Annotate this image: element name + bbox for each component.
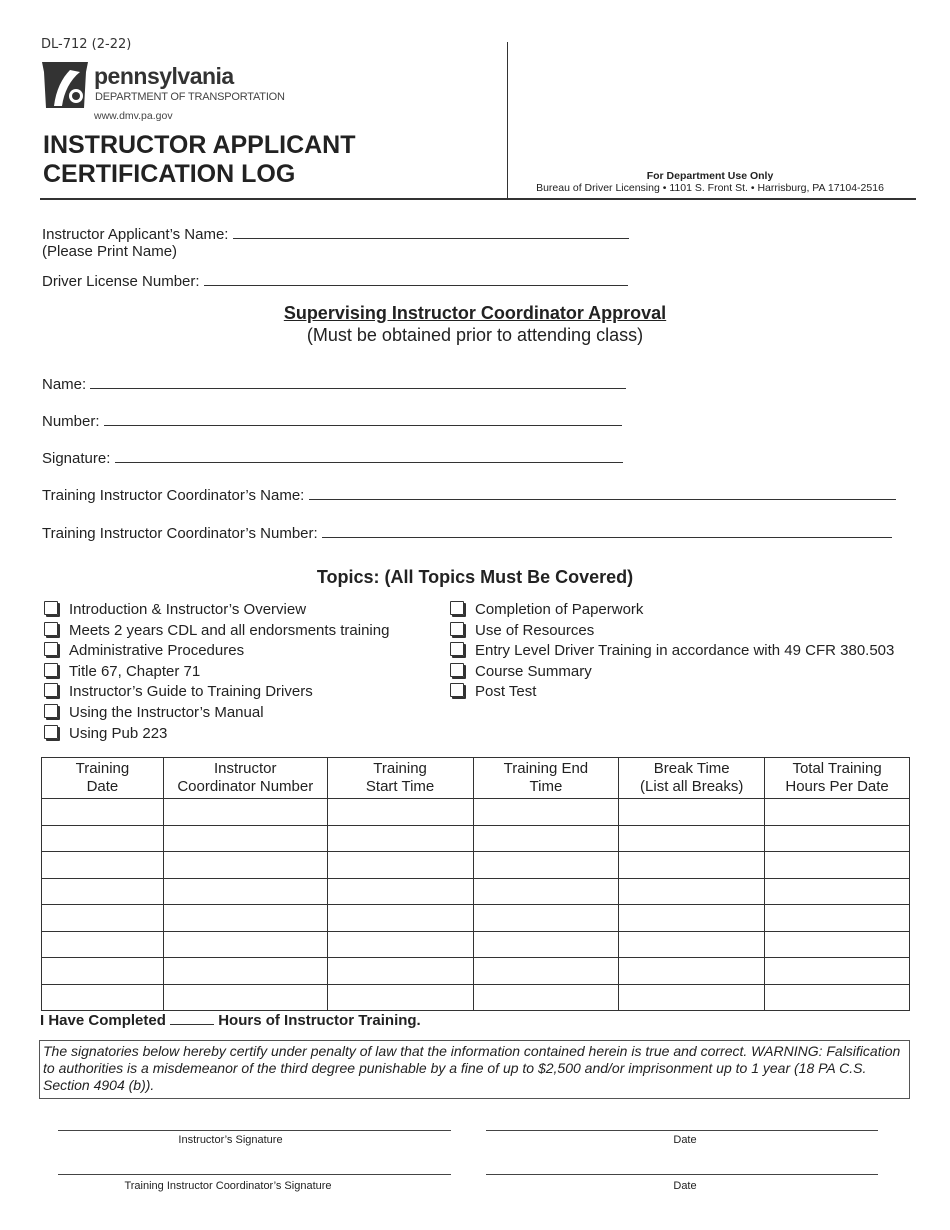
table-cell[interactable] [619,878,765,905]
supervisor-number-label: Number: [42,413,100,430]
date-label-1: Date [673,1134,697,1146]
supervisor-number-field[interactable] [42,411,622,430]
col-end-time: Training End Time [473,758,619,799]
supervisor-name-line[interactable] [90,374,626,389]
topic-checkbox[interactable]: Use of Resources [450,622,594,639]
table-cell[interactable] [619,905,765,932]
table-cell[interactable] [473,852,619,879]
table-cell[interactable] [42,878,164,905]
table-cell[interactable] [765,852,910,879]
checkbox-icon[interactable] [450,683,464,697]
table-cell[interactable] [327,852,473,879]
table-cell[interactable] [765,825,910,852]
checkbox-icon[interactable] [44,642,58,656]
checkbox-icon[interactable] [44,663,58,677]
applicant-name-hint: (Please Print Name) [42,243,178,260]
col-training-date: Training Date [42,758,164,799]
table-cell[interactable] [163,984,327,1011]
tic-signature-label: Training Instructor Coordinator’s Signature [124,1180,332,1192]
table-cell[interactable] [42,799,164,826]
table-cell[interactable] [42,958,164,985]
col-total-hours: Total Training Hours Per Date [765,758,910,799]
certification-warning: The signatories below hereby certify under penalty of law that the information contained herein is true and correct. WARNING: Falsification to authorities is a misdemeanor of the third degree punishable by a fine of up to $2,500 and/or imprisonment up to 1 year (18 PA C.S. Section 4904 (b)). [39,1040,910,1099]
tic-name-field[interactable] [42,485,896,504]
logo-department: DEPARTMENT OF TRANSPORTATION [95,91,285,103]
form-code: DL-712 (2-22) [41,37,132,52]
header-divider-horizontal [40,198,916,200]
tic-number-label: Training Instructor Coordinator’s Number: [42,525,318,542]
approval-heading: Supervising Instructor Coordinator Approval [283,303,667,323]
topic-checkbox[interactable]: Using Pub 223 [44,725,167,742]
table-cell[interactable] [619,984,765,1011]
completed-hours-statement: I Have Completed Hours of Instructor Training. [40,1012,421,1029]
topic-checkbox[interactable]: Post Test [450,683,536,700]
applicant-name-line[interactable] [233,224,629,239]
date-label-2: Date [673,1180,697,1192]
table-cell[interactable] [327,799,473,826]
instructor-signature-line[interactable] [58,1130,451,1131]
topic-checkbox[interactable]: Administrative Procedures [44,642,244,659]
topic-checkbox[interactable]: Introduction & Instructor’s Overview [44,601,306,618]
department-use-box [520,170,900,194]
table-cell[interactable] [473,905,619,932]
website: www.dmv.pa.gov [94,110,173,122]
topic-checkbox[interactable]: Entry Level Driver Training in accordance with 49 CFR 380.503 [450,642,894,659]
table-cell[interactable] [473,799,619,826]
table-row [42,905,910,932]
header-divider-vertical [507,42,508,198]
table-cell[interactable] [42,984,164,1011]
table-row [42,958,910,985]
topics-heading: Topics: (All Topics Must Be Covered) [316,567,634,587]
logo-wordmark: pennsylvania [94,63,234,89]
applicant-name-field[interactable] [42,224,629,243]
table-cell[interactable] [473,984,619,1011]
table-cell[interactable] [765,984,910,1011]
table-cell[interactable] [765,905,910,932]
table-row [42,799,910,826]
supervisor-signature-label: Signature: [42,450,111,467]
date-line-2[interactable] [486,1174,878,1175]
table-cell[interactable] [473,931,619,958]
table-header-row [42,758,910,799]
topic-checkbox[interactable]: Instructor’s Guide to Training Drivers [44,683,313,700]
tic-name-label: Training Instructor Coordinator’s Name: [42,487,305,504]
tic-number-field[interactable] [42,523,892,542]
license-number-line[interactable] [204,271,628,286]
table-cell[interactable] [327,878,473,905]
tic-number-line[interactable] [322,523,892,538]
checkbox-icon[interactable] [44,704,58,718]
table-cell[interactable] [765,931,910,958]
topic-checkbox[interactable]: Completion of Paperwork [450,601,643,618]
supervisor-name-label: Name: [42,376,87,393]
table-cell[interactable] [163,878,327,905]
table-cell[interactable] [619,958,765,985]
license-number-label: Driver License Number: [42,273,200,290]
checkbox-icon[interactable] [44,683,58,697]
table-row [42,852,910,879]
table-cell[interactable] [42,931,164,958]
instructor-signature-label: Instructor’s Signature [178,1134,283,1146]
table-cell[interactable] [765,799,910,826]
topic-checkbox[interactable]: Meets 2 years CDL and all endorsments training [44,622,389,639]
dept-address: Bureau of Driver Licensing • 1101 S. Front St. • Harrisburg, PA 17104-2516 [536,182,884,194]
table-cell[interactable] [163,931,327,958]
table-cell[interactable] [327,825,473,852]
supervisor-signature-field[interactable] [42,448,623,467]
table-cell[interactable] [163,852,327,879]
table-cell[interactable] [163,825,327,852]
training-log-table [41,757,910,1011]
dept-use-label: For Department Use Only [646,170,774,182]
topic-checkbox[interactable]: Using the Instructor’s Manual [44,704,264,721]
table-cell[interactable] [619,799,765,826]
date-line-1[interactable] [486,1130,878,1131]
table-cell[interactable] [163,799,327,826]
table-cell[interactable] [619,931,765,958]
topic-checkbox[interactable]: Title 67, Chapter 71 [44,663,200,680]
page-title [43,131,356,189]
table-row [42,984,910,1011]
title-line-1: INSTRUCTOR APPLICANT [43,131,356,159]
table-cell[interactable] [42,905,164,932]
table-row [42,878,910,905]
col-break-time: Break Time (List all Breaks) [619,758,765,799]
approval-subheading: (Must be obtained prior to attending class) [306,325,644,345]
checkbox-icon[interactable] [450,601,464,615]
table-cell[interactable] [163,958,327,985]
table-cell[interactable] [765,878,910,905]
checkbox-icon[interactable] [44,725,58,739]
checkbox-icon[interactable] [450,622,464,636]
checkbox-icon[interactable] [450,663,464,677]
license-number-field[interactable] [42,271,628,290]
checkbox-icon[interactable] [44,622,58,636]
supervisor-name-field[interactable] [42,374,626,393]
table-cell[interactable] [765,958,910,985]
table-row [42,931,910,958]
table-cell[interactable] [473,958,619,985]
supervisor-signature-line[interactable] [115,448,623,463]
tic-signature-line[interactable] [58,1174,451,1175]
table-cell[interactable] [619,852,765,879]
title-line-2: CERTIFICATION LOG [43,160,296,188]
table-row [42,825,910,852]
tic-name-line[interactable] [309,485,896,500]
supervisor-number-line[interactable] [104,411,622,426]
applicant-name-label: Instructor Applicant’s Name: [42,226,229,243]
checkbox-icon[interactable] [450,642,464,656]
table-cell[interactable] [42,852,164,879]
table-cell[interactable] [327,984,473,1011]
completed-hours-blank[interactable] [170,1011,214,1025]
table-cell[interactable] [327,905,473,932]
col-start-time: Training Start Time [327,758,473,799]
col-coordinator-number: Instructor Coordinator Number [163,758,327,799]
table-cell[interactable] [42,825,164,852]
table-cell[interactable] [327,958,473,985]
table-cell[interactable] [327,931,473,958]
topic-checkbox[interactable]: Course Summary [450,663,592,680]
table-cell[interactable] [619,825,765,852]
table-cell[interactable] [473,825,619,852]
checkbox-icon[interactable] [44,601,58,615]
table-cell[interactable] [473,878,619,905]
table-cell[interactable] [163,905,327,932]
